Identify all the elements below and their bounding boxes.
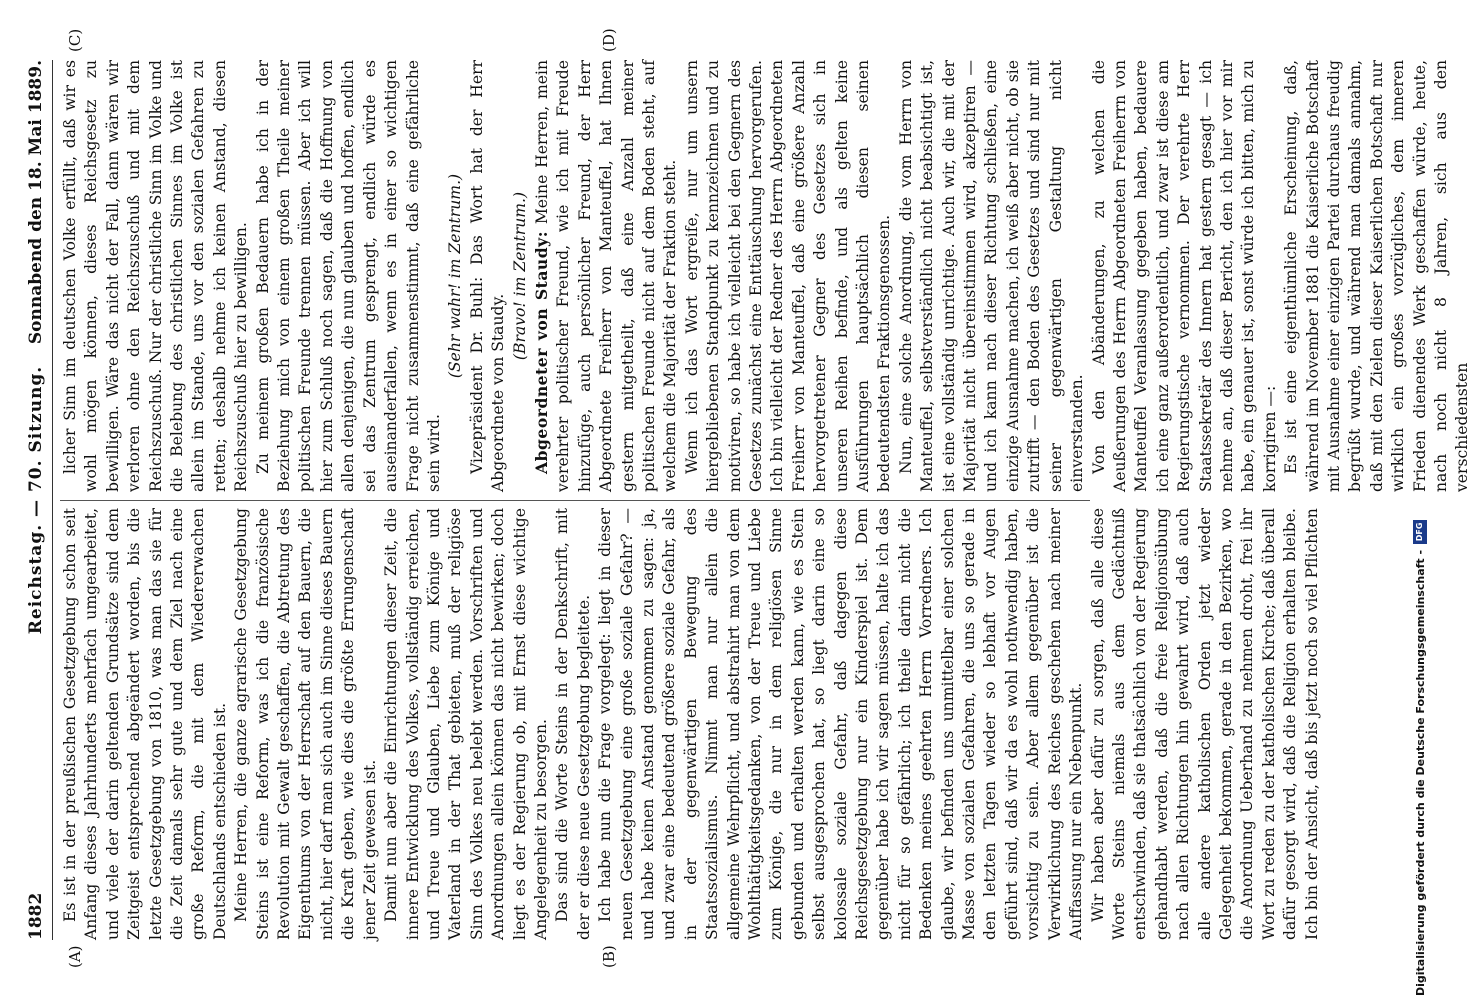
left-paragraph: Damit nun aber die Einrichtungen dieser Zeit, die innere Entwicklung des Volkes, vollständig erreichen, und Treue und Glauben, Liebe zum Könige und Vaterland in der That gebieten, muß der religiöse Sinn des Volkes neu belebt werden. Vorschriften und Anordnungen allein können das nicht bewirken; doch liegt es der Regierung ob, mit Ernst diese wichtige Angelegenheit zu besorgen.	[382, 508, 550, 940]
speaker-paragraph	[531, 60, 682, 492]
margin-mark-a: (A)	[66, 945, 84, 968]
speaker-text: Meine Herren, mein verehrter politischer Freund, wie ich mit Freude hinzufüge, auch persönlicher Freund, der Herr Abgeordnete Freiherr von Manteuffel, hat Ihnen gestern mitgetheilt, daß eine Anzahl meiner politischen Freunde nicht auf dem Boden steht, auf welchem die Majorität der Fraktion steht.	[532, 60, 680, 492]
applause-note: (Sehr wahr! im Zentrum.)	[446, 173, 465, 379]
page-number: 1882	[26, 892, 46, 940]
margin-mark-d: (D)	[600, 28, 618, 52]
speaker-paragraph: Es ist eine eigenthümliche Erscheinung, daß, während im November 1881 die Kaiserliche Botschaft mit Ausnahme einer einzigen Partei durchaus freudig begrüßt wurde, und während man damals annahm, daß mit den Zielen dieser Kaiserlichen Botschaft nur wirklich ein großes vorzügliches, dem inneren Frieden dienendes Werk geschaffen würde, heute, nach noch nicht 8 Jahren, sich aus den verschiedensten	[1282, 60, 1472, 492]
left-paragraph: Das sind die Worte Steins in der Denkschrift, mit der er diese neue Gesetzgebung begleitete.	[553, 508, 593, 940]
speaker-paragraph: Von den Abänderungen, zu welchen die Aeußerungen des Herrn Abgeordneten Freiherrn von Manteuffel Veranlassung gegeben haben, bedauere ich eine ganz außerordentlich, und zwar ist diese am Regierungstische vernommen. Der verehrte Herr Staatssekretär des Innern hat gestern gesagt — ich nehme an, daß dieser Bericht, den ich hier vor mir habe, ein genauer ist, sonst würde ich bitten, mich zu korrigiren —:	[1089, 60, 1279, 492]
left-column	[60, 508, 1321, 940]
right-column	[60, 60, 1472, 492]
left-paragraph: Wir haben aber dafür zu sorgen, daß alle diese Worte Steins niemals aus dem Gedächtniß entschwinden, daß sie thatsächlich von der Regierung gehandhabt werden, daß die freie Religionsübung nach allen Richtungen hin gewahrt wird, daß auch alle andere katholischen Orden jetzt wieder Gelegenheit bekommen, gerade in den Bezirken, wo die Anordnung Ueberhand zu nehmen droht, frei ihr Wort zu reden zu der katholischen Kirche; daß überall dafür gesorgt wird, daß die Religion erhalten bleibe. Ich bin der Ansicht, daß bis jetzt noch so viel Pflichten	[1088, 508, 1321, 940]
speaker-paragraph: Wenn ich das Wort ergreife, nur um unsern hiergebliebenen Standpunkt zu kennzeichnen und zu motiviren, so habe ich vielleicht bei den Gegnern des Gesetzes zunächst eine Enttäuschung hervorgerufen. Ich bin vielleicht der Redner des Herrn Abgeordneten Freiherr von Manteuffel, daß eine größere Anzahl hervorgetretener Gegner des Gesetzes sich in unseren Reihen befinde, und als gelten keine Ausführungen hauptsächlich diesen seinen bedeutendsten Fraktionsgenossen.	[682, 60, 894, 492]
president-call: Vizepräsident Dr. Buhl: Das Wort hat der Herr Abgeordnete von Staudy.	[467, 60, 508, 492]
dfg-logo-icon: DFG	[1413, 520, 1427, 544]
digitization-footer	[1410, 0, 1430, 1000]
left-paragraph: Meine Herren, die ganze agrarische Gesetzgebung Steins ist eine Reform, was ich die französische Revolution mit Gewalt geschaffen, die Abtretung des Eigenthums von der Herrschaft auf den Bauern, die nicht, hier darf man sich auch im Sinne dieses Bauern die Kraft geben, wie dies die größte Errungenschaft jener Zeit gewesen ist.	[232, 508, 379, 940]
margin-mark-b: (B)	[600, 945, 618, 968]
column-divider	[60, 500, 1090, 501]
right-paragraph: Zu meinem großen Bedauern habe ich in der Beziehung mich von einem großen Theile meiner politischen Freunde trennen müssen. Aber ich will hier zum Schluß noch sagen, daß die Hoffnung von allen denjenigen, die nun glauben und hoffen, endlich sei das Zentrum gesprengt, endlich würde es auseinanderfallen, wenn es in einer so wichtigen Frage nicht zusammenstimmt, daß eine gefährliche sein wird.	[253, 60, 443, 492]
speaker-paragraph: Nun, eine solche Anordnung, die vom Herrn von Manteuffel, selbstverständlich nicht beabsichtigt ist, ist eine vollständig unrichtige. Auch wir, die mit der Majorität nicht übereinstimmen wird, akzeptiren — und ich kann nach dieser Richtung schließen, eine einzige Ausnahme machen, ich weiß aber nicht, ob sie zutrifft — den Boden des Gesetzes und sind nur mit seiner gegenwärtigen Gestaltung nicht einverstanden.	[896, 60, 1087, 492]
right-paragraph: licher Sinn im deutschen Volke erfüllt, daß wir es wohl mögen können, dieses Reichsgesetz zu bewilligen. Wäre das nicht der Fall, dann wären wir verloren ohne den Reichszuschuß und mit dem Reichszuschuß. Nur der christliche Sinn im Volke und die Belebung des christlichen Sinnes im Volke ist allein im Stande, uns vor den sozialen Gefahren zu retten; deshalb nehme ich keinen Anstand, diesen Reichszuschuß hier zu bewilligen.	[61, 60, 251, 492]
page-header	[26, 60, 52, 940]
header-divider	[52, 60, 53, 940]
footer-text: Digitalisierung gefördert durch die Deutsche Forschungsgemeinschaft -	[1413, 549, 1427, 996]
speaker-name: Abgeordneter von Staudy:	[531, 231, 551, 474]
page-title: Reichstag. — 70. Sitzung.	[26, 365, 46, 635]
margin-mark-c: (C)	[66, 28, 84, 52]
left-paragraph: Es ist in der preußischen Gesetzgebung schon seit Anfang dieses Jahrhunderts mehrfach umgearbeitet, und viele der darin geltenden Grundsätze sind dem Zeitgeist entsprechend abgeändert worden, bis die letzte Gesetzgebung von 1810, was man das sie für die Zeit damals sehr gute und dem Ziel nach eine große Reform, die mit dem Wiedererwachen Deutschlands entschieden ist.	[61, 508, 229, 940]
applause-note: (Bravo! im Zentrum.)	[510, 191, 529, 361]
session-date: Sonnabend den 18. Mai 1889.	[26, 60, 46, 345]
left-paragraph: Ich habe nun die Frage vorgelegt: liegt in dieser neuen Gesetzgebung eine große soziale Gefahr? — und habe keinen Anstand genommen zu sagen: ja, und zwar eine bedeutend größere soziale Gefahr, als in der gegenwärtigen Bewegung des Staatssozialismus. Nimmt man nur allein die allgemeine Wehrpflicht, und abstrahirt man von dem Wohlthätigkeitsgedanken, von der Treue und Liebe zum Könige, die nur in dem religiösen Sinne gebunden und erhalten werden kann, wie es Stein selbst ausgesprochen hat, so liegt darin eine so kolossale soziale Gefahr, daß dagegen diese Reichsgesetzgebung nur ein Kinderspiel ist. Dem gegenüber habe ich wir sagen müssen, halte ich das nicht für so gefährlich; ich theile darin nicht die Bedenken meines geehrten Herrn Vorredners. Ich glaube, wir befinden uns unmittelbar einer solchen Masse von sozialen Gefahren, die uns so gerade in den letzten Tagen wieder so lebhaft vor Augen geführt sind, daß wir da es wohl nothwendig haben, vorsichtig zu sein. Aber allem gegenüber ist die Verwirklichung des Reiches geschehen nach meiner Auffassung nur ein Nebenpunkt.	[596, 508, 1086, 940]
